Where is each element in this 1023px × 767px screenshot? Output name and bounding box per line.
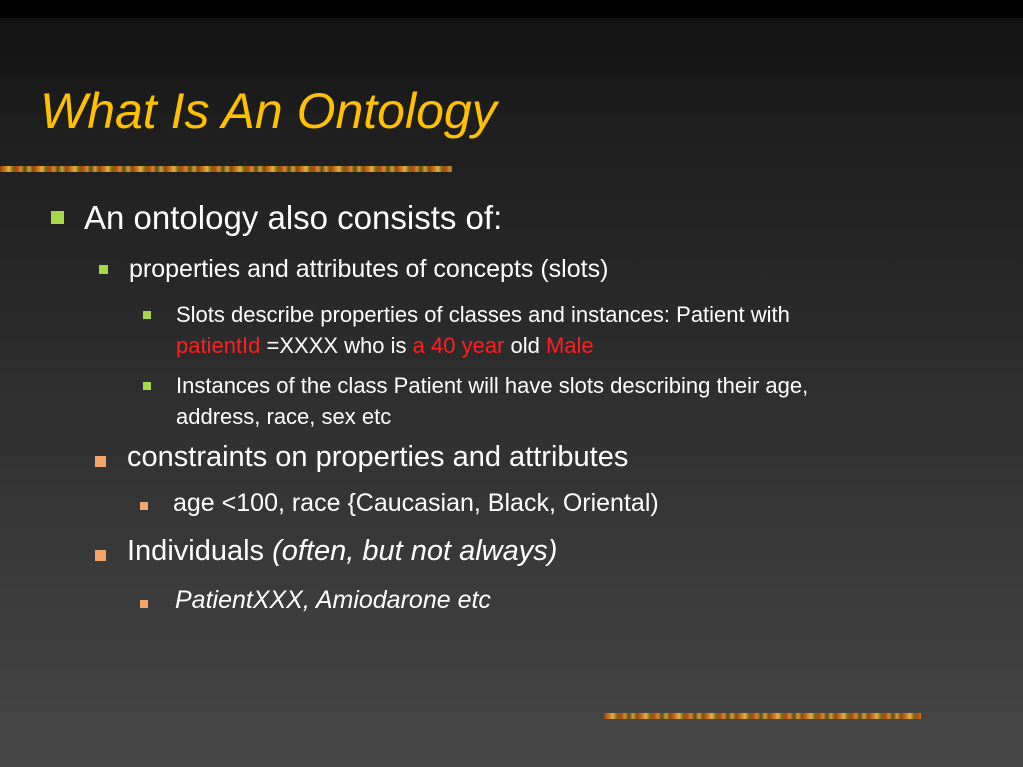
- bullet-level2-icon: [95, 550, 106, 561]
- bullet-level1-icon: [51, 211, 64, 224]
- bullet-ontology-consists: An ontology also consists of:: [84, 199, 503, 236]
- bullet-level2-icon: [99, 265, 108, 274]
- instances-line2: address, race, sex etc: [176, 404, 392, 429]
- bullet-level3-icon: [140, 502, 148, 510]
- bullet-constraints: constraints on properties and attributes: [127, 441, 629, 473]
- bullet-age-race: age <100, race {Caucasian, Black, Oriental): [173, 489, 659, 517]
- instances-line1: Instances of the class Patient will have slots describing their age,: [176, 373, 809, 398]
- slide-title: What Is An Ontology: [40, 83, 497, 139]
- bullet-instances: [176, 370, 808, 432]
- bullet-level2-icon: [95, 456, 106, 467]
- bullet-slots-describe: [176, 299, 790, 361]
- bullet-level3-icon: [140, 600, 148, 608]
- individuals-text: Individuals: [127, 535, 273, 567]
- bullet-slots: properties and attributes of concepts (slots): [129, 255, 609, 283]
- title-divider: [0, 166, 452, 172]
- age-text: a 40 year: [412, 333, 505, 358]
- slots-describe-line2: [176, 330, 790, 361]
- bullet-level3-icon: [143, 311, 151, 319]
- old-text: old: [504, 333, 546, 358]
- bullet-level3-icon: [143, 382, 151, 390]
- top-band: [0, 0, 1023, 18]
- patientid-text: patientId: [176, 333, 261, 358]
- individuals-italic-text: (often, but not always): [272, 535, 558, 567]
- slots-describe-line1: Slots describe properties of classes and instances: Patient with: [176, 302, 790, 327]
- bottom-divider: [604, 713, 921, 719]
- xxxx-text: =XXXX who is: [260, 333, 413, 358]
- male-text: Male: [545, 333, 594, 358]
- bullet-individuals: [127, 535, 557, 568]
- bullet-patientxxx: PatientXXX, Amiodarone etc: [175, 586, 491, 614]
